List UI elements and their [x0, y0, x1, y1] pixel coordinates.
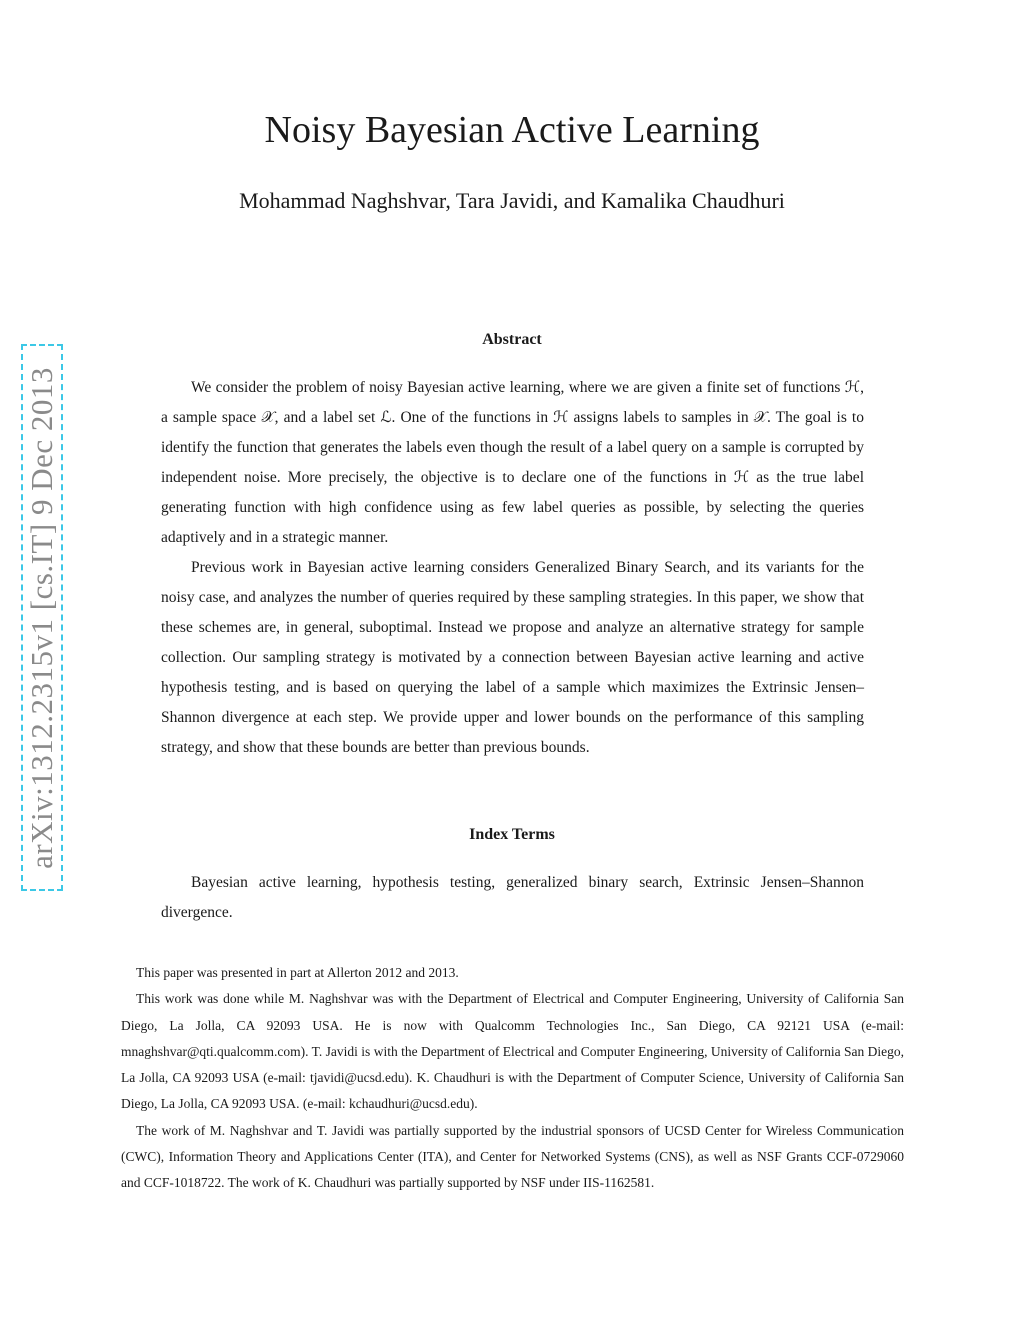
index-terms-heading: Index Terms: [469, 826, 555, 843]
footnote-affiliations: This work was done while M. Naghshvar was with the Department of Electrical and Computer Engineering, University of California San Diego, La Jolla, CA 92093 USA. He is now with Qualcomm Technologies Inc., San Diego, CA 92121 USA (e-mail: mnaghshvar@qti.qualcomm.com). T. Javidi is with the Department of Electrical and Computer Engineering, University of California San Diego, La Jolla, CA 92093 USA (e-mail: tjavidi@ucsd.edu). K. Chaudhuri is with the Department of Computer Science, University of California San Diego, La Jolla, CA 92093 USA. (e-mail: kchaudhuri@ucsd.edu).: [121, 991, 904, 1112]
footnote-presentation: This paper was presented in part at Allerton 2012 and 2013.: [136, 965, 459, 980]
footnote-funding: The work of M. Naghshvar and T. Javidi was partially supported by the industrial sponsors of UCSD Center for Wireless Communication (CWC), Information Theory and Applications Center (ITA), and Center for Networked Systems (CNS), as well as NSF Grants CCF-0729060 and CCF-1018722. The work of K. Chaudhuri was partially supported by NSF under IIS-1162581.: [121, 1122, 904, 1191]
footnotes: [121, 960, 904, 1197]
arxiv-identifier-stamp: [22, 345, 62, 890]
index-terms-text: Bayesian active learning, hypothesis testing, generalized binary search, Extrinsic Jensen–Shannon divergence.: [161, 874, 864, 921]
abstract-body: [161, 373, 864, 763]
paper-authors: Mohammad Naghshvar, Tara Javidi, and Kamalika Chaudhuri: [239, 188, 785, 213]
arxiv-identifier-text: arXiv:1312.2315v1 [cs.IT] 9 Dec 2013: [24, 366, 59, 869]
abstract-paragraph-2: Previous work in Bayesian active learning considers Generalized Binary Search, and its variants for the noisy case, and analyzes the number of queries required by these sampling strategies. In this paper, we show that these schemes are, in general, suboptimal. Instead we propose and analyze an alternative strategy for sample collection. Our sampling strategy is motivated by a connection between Bayesian active learning and active hypothesis testing, and is based on querying the label of a sample which maximizes the Extrinsic Jensen–Shannon divergence at each step. We provide upper and lower bounds on the performance of this sampling strategy, and show that these bounds are better than previous bounds.: [161, 559, 864, 756]
abstract-paragraph-1: We consider the problem of noisy Bayesian active learning, where we are given a finite set of functions ℋ, a sample space 𝒳, and a label set ℒ. One of the functions in ℋ assigns labels to samples in 𝒳. The goal is to identify the function that generates the labels even though the result of a label query on a sample is corrupted by independent noise. More precisely, the objective is to declare one of the functions in ℋ as the true label generating function with high confidence using as few label queries as possible, by selecting the queries adaptively and in a strategic manner.: [161, 379, 864, 546]
paper-title: Noisy Bayesian Active Learning: [264, 109, 760, 151]
index-terms-body: [161, 868, 864, 928]
abstract-heading: Abstract: [482, 331, 542, 348]
